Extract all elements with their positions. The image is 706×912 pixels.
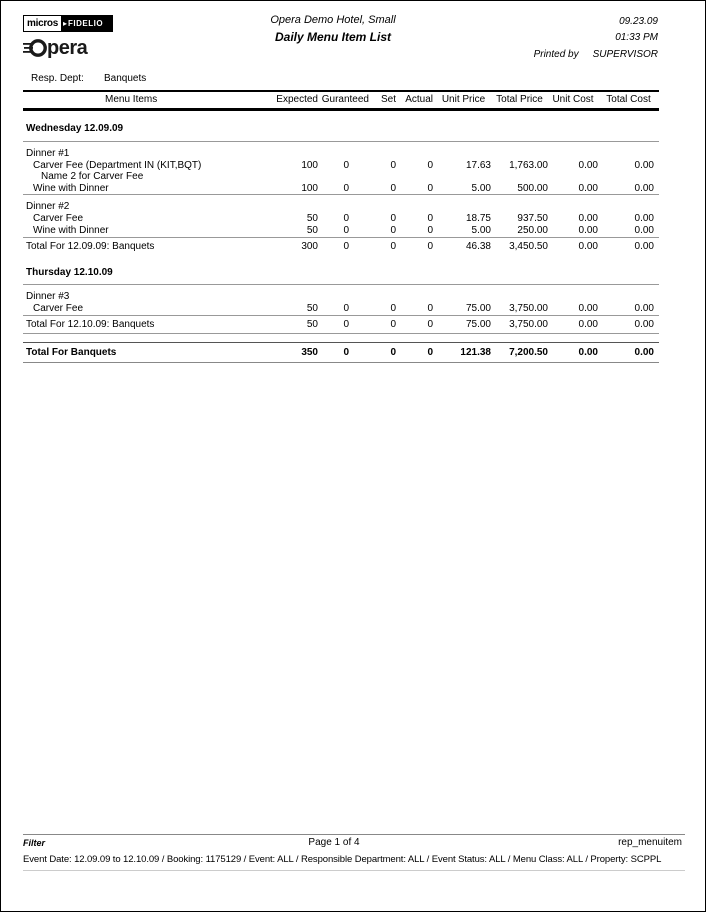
print-info [534, 14, 658, 63]
cell-unit-cost: 0.00 [578, 213, 598, 224]
cell-total-price: 3,450.50 [509, 240, 548, 252]
page-number: Page 1 of 4 [308, 837, 360, 848]
group-row [23, 195, 659, 213]
cell-guranteed: 0 [343, 225, 349, 236]
event-group-label: Dinner #2 [26, 201, 70, 212]
subitem-row [23, 171, 659, 182]
cell-total-price: 1,763.00 [509, 159, 548, 171]
arrow-right-icon: ▸ [63, 19, 68, 28]
day-header: Thursday 12.10.09 [26, 266, 113, 278]
cell-set: 0 [390, 318, 396, 330]
cell-unit-price: 75.00 [465, 303, 491, 314]
menu-item-row [23, 302, 659, 314]
cell-expected: 100 [301, 159, 318, 171]
cell-expected: 50 [306, 318, 318, 330]
cell-total-price: 7,200.50 [491, 343, 548, 363]
cell-expected: 50 [306, 213, 318, 224]
cell-total-price: 3,750.00 [509, 318, 548, 330]
cell-unit-cost: 0.00 [578, 225, 598, 236]
day-row [23, 110, 659, 141]
resp-dept-label: Resp. Dept: [31, 73, 84, 84]
grand-row [23, 343, 659, 363]
cell-unit-cost: 0.00 [578, 303, 598, 314]
total-row [23, 237, 659, 255]
cell-guranteed: 0 [343, 303, 349, 314]
col-header-expected: Expected [276, 94, 318, 105]
cell-unit-cost: 0.00 [548, 343, 598, 363]
cell-total-cost: 0.00 [634, 182, 654, 194]
cell-set: 0 [369, 343, 399, 363]
cell-guranteed: 0 [318, 343, 369, 363]
cell-guranteed: 0 [343, 182, 349, 194]
menu-item-row [23, 224, 659, 236]
menu-item-row [23, 159, 659, 171]
col-header-set: Set [380, 94, 396, 105]
row-label: Total For 12.10.09: Banquets [26, 318, 155, 330]
cell-unit-price: 5.00 [471, 225, 491, 236]
cell-expected: 50 [306, 303, 318, 314]
report-id: rep_menuitem [618, 837, 682, 848]
row-label: Carver Fee [33, 303, 84, 314]
cell-total-price: 3,750.00 [509, 303, 548, 314]
hotel-name: Opera Demo Hotel, Small [270, 14, 396, 26]
cell-total-cost: 0.00 [598, 343, 659, 363]
cell-expected: 50 [306, 225, 318, 236]
cell-guranteed: 0 [343, 240, 349, 252]
group-row [23, 285, 659, 303]
cell-total-cost: 0.00 [634, 225, 654, 236]
filter-criteria-text: Event Date: 12.09.09 to 12.10.09 / Booking: 1175129 / Event: ALL / Responsible Department: ALL / Event Status: ALL / Menu Class: ALL / Property: SCPPL [23, 854, 662, 865]
footer-bottom-divider [23, 870, 685, 871]
cell-actual: 0 [427, 240, 433, 252]
col-header-menu-items: Menu Items [105, 94, 158, 105]
cell-unit-price: 18.75 [465, 213, 491, 224]
cell-total-cost: 0.00 [634, 159, 654, 171]
print-time: 01:33 PM [615, 32, 658, 43]
row-label: Carver Fee [33, 213, 84, 224]
cell-actual: 0 [427, 213, 433, 224]
day-row [23, 255, 659, 284]
col-header-unit-price: Unit Price [441, 94, 486, 105]
row-label: Wine with Dinner [33, 182, 109, 194]
group-row [23, 141, 659, 159]
cell-unit-price: 17.63 [465, 159, 491, 171]
printed-by-label: Printed by [533, 49, 579, 60]
cell-total-price: 250.00 [517, 225, 548, 236]
cell-set: 0 [390, 159, 396, 171]
col-header-unit-cost: Unit Cost [552, 94, 594, 105]
cell-set: 0 [390, 240, 396, 252]
cell-actual: 0 [427, 159, 433, 171]
col-header-total-cost: Total Cost [606, 94, 651, 105]
table-header-row [23, 91, 659, 110]
event-group-label: Dinner #1 [26, 147, 70, 159]
cell-unit-price: 121.38 [436, 343, 491, 363]
total-row [23, 315, 659, 333]
cell-guranteed: 0 [343, 159, 349, 171]
resp-dept-value: Banquets [104, 73, 147, 84]
cell-total-cost: 0.00 [634, 213, 654, 224]
print-date: 09.23.09 [619, 16, 658, 27]
cell-total-cost: 0.00 [634, 303, 654, 314]
cell-expected: 350 [273, 343, 318, 363]
menu-item-subline: Name 2 for Carver Fee [41, 170, 144, 182]
cell-unit-cost: 0.00 [578, 159, 598, 171]
col-header-actual: Actual [405, 94, 433, 105]
resp-dept-row [31, 73, 147, 84]
menu-item-table [23, 90, 659, 363]
cell-set: 0 [390, 213, 396, 224]
menu-item-row [23, 182, 659, 194]
cell-total-cost: 0.00 [634, 318, 654, 330]
spacer-row [23, 334, 659, 343]
fidelio-logo-text: FIDELIO [68, 19, 104, 28]
page-title: Daily Menu Item List [274, 30, 392, 44]
cell-actual: 0 [427, 318, 433, 330]
cell-guranteed: 0 [343, 213, 349, 224]
cell-unit-price: 75.00 [465, 318, 491, 330]
cell-set: 0 [390, 303, 396, 314]
row-label: Total For Banquets [23, 343, 273, 363]
cell-set: 0 [390, 225, 396, 236]
filter-label: Filter [23, 838, 46, 848]
cell-unit-price: 46.38 [465, 240, 491, 252]
opera-logo-text: pera [47, 37, 88, 59]
cell-total-cost: 0.00 [634, 240, 654, 252]
cell-actual: 0 [427, 225, 433, 236]
day-header: Wednesday 12.09.09 [26, 123, 124, 134]
cell-unit-cost: 0.00 [578, 182, 598, 194]
cell-actual: 0 [427, 303, 433, 314]
report-footer [23, 834, 685, 871]
cell-unit-cost: 0.00 [578, 240, 598, 252]
micros-logo-text: micros [23, 15, 62, 32]
menu-item-row [23, 212, 659, 224]
cell-unit-cost: 0.00 [578, 318, 598, 330]
cell-actual: 0 [427, 182, 433, 194]
col-header-guranteed: Guranteed [321, 94, 369, 105]
cell-expected: 300 [301, 240, 318, 252]
cell-unit-price: 5.00 [471, 182, 491, 194]
col-header-total-price: Total Price [496, 94, 543, 105]
cell-guranteed: 0 [343, 318, 349, 330]
event-group-label: Dinner #3 [26, 291, 70, 302]
footer-divider [23, 834, 685, 835]
cell-actual: 0 [399, 343, 436, 363]
row-label: Carver Fee (Department IN (KIT,BQT) [33, 159, 202, 171]
row-label: Wine with Dinner [33, 225, 109, 236]
cell-total-price: 937.50 [517, 213, 548, 224]
row-label: Total For 12.09.09: Banquets [26, 240, 155, 252]
cell-total-price: 500.00 [517, 182, 548, 194]
cell-set: 0 [390, 182, 396, 194]
printed-by-user: SUPERVISOR [592, 49, 658, 60]
cell-expected: 100 [301, 182, 318, 194]
